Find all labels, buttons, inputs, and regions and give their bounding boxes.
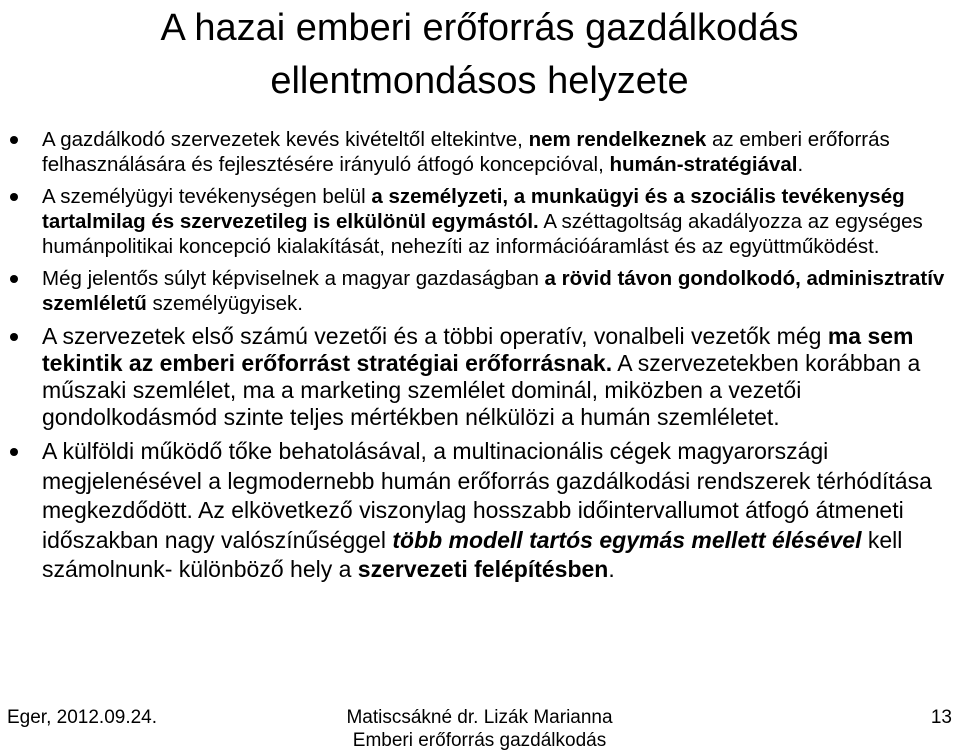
bullet-segment: A széttagoltság akadályozza az egységes humánpolitikai koncepció kialakítását, nehezíti az információáramlást és az együttműködést. bbox=[42, 210, 923, 258]
bullet-emphasis: humán-stratégiával bbox=[609, 153, 798, 176]
bullet-segment: kell számolnunk- különböző hely a bbox=[42, 526, 903, 582]
bullet-segment: A külföldi működő tőke behatolásával, a multinacionális cégek magyarországi megjelenésével a legmodernebb humán erőforrás gazdálkodási rendszerek térhódítása megkezdődött. Az elkövetkező viszonylag hosszabb időintervallumot átfogó átmeneti időszakban nagy valószínűséggel bbox=[42, 438, 932, 553]
bullet-segment: A szervezetek első számú vezetői és a többi operatív, vonalbeli vezetők még bbox=[42, 323, 828, 349]
bullet-item bbox=[0, 127, 959, 177]
bullet-emphasis: szervezeti felépítésben bbox=[357, 556, 609, 582]
bullet-dot-icon bbox=[10, 193, 18, 201]
bullet-segment: . bbox=[608, 556, 615, 582]
bullet-text bbox=[42, 184, 949, 259]
bullet-segment: A szervezetekben korábban a műszaki szemlélet, ma a marketing szemlélet dominál, miközben a vezetői gondolkodásmód szinte teljes mértékben nélkülözi a humán szemléletet. bbox=[42, 350, 921, 430]
slide-title bbox=[0, 2, 959, 108]
bullet-text bbox=[42, 127, 949, 177]
slide-title-line2: ellentmondásos helyzete bbox=[270, 60, 689, 102]
footer-course: Emberi erőforrás gazdálkodás bbox=[352, 730, 607, 751]
bullet-segment: az emberi erőforrás felhasználására és fejlesztésére irányuló átfogó koncepcióval, bbox=[42, 128, 890, 176]
bullet-segment: Még jelentős súlyt képviselnek a magyar gazdaságban bbox=[42, 267, 545, 290]
bullet-segment: . bbox=[797, 153, 804, 176]
bullet-list bbox=[0, 127, 959, 585]
slide-title-line1: A hazai emberi erőforrás gazdálkodás bbox=[160, 7, 799, 49]
bullet-item bbox=[0, 184, 959, 259]
bullet-emphasis: több modell tartós egymás mellett élésével bbox=[392, 526, 862, 553]
footer-date: Eger, 2012.09.24. bbox=[7, 707, 158, 728]
bullet-dot-icon bbox=[10, 275, 18, 283]
bullet-emphasis: a személyzeti, a munkaügyi és a szociális tevékenység tartalmilag és szervezetileg is elkülönül egymástól. bbox=[42, 185, 905, 233]
bullet-item bbox=[0, 437, 959, 585]
bullet-emphasis: a rövid távon gondolkodó, adminisztratív szemléletű bbox=[42, 267, 945, 315]
bullet-segment: A gazdálkodó szervezetek kevés kivételtől eltekintve, bbox=[42, 128, 529, 151]
bullet-dot-icon bbox=[10, 448, 18, 456]
footer-page-number: 13 bbox=[930, 707, 952, 728]
bullet-dot-icon bbox=[10, 333, 18, 341]
bullet-segment: személyügyisek. bbox=[146, 292, 303, 315]
bullet-dot-icon bbox=[10, 136, 18, 144]
bullet-text bbox=[42, 266, 949, 316]
bullet-text bbox=[42, 323, 949, 431]
footer-author: Matiscsákné dr. Lizák Marianna bbox=[346, 707, 613, 728]
bullet-segment: A személyügyi tevékenységen belül bbox=[42, 185, 372, 208]
bullet-text bbox=[42, 437, 949, 585]
bullet-emphasis: nem rendelkeznek bbox=[528, 128, 707, 151]
bullet-emphasis: ma sem tekintik az emberi erőforrást stratégiai erőforrásnak. bbox=[42, 323, 914, 376]
bullet-item bbox=[0, 323, 959, 431]
bullet-item bbox=[0, 266, 959, 316]
